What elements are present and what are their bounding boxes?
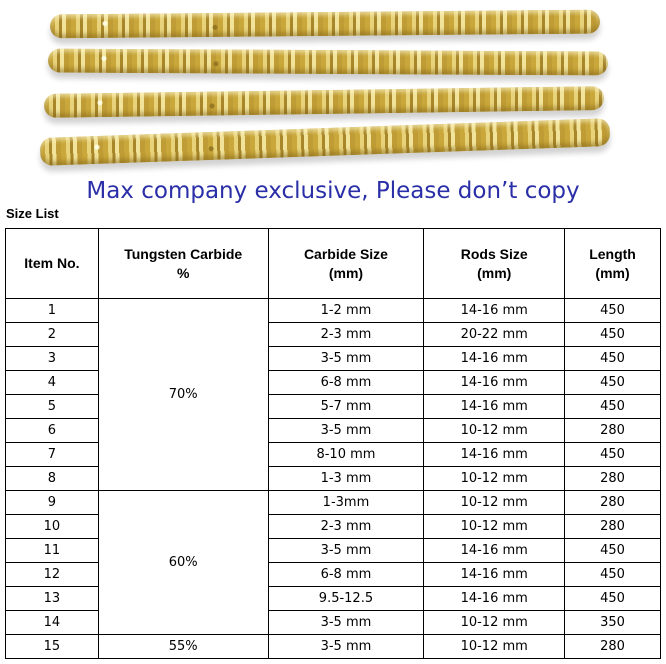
cell-carbide-size: 1-3mm (268, 491, 424, 515)
cell-tungsten-carbide-percent: 70% (98, 299, 268, 491)
cell-length: 350 (565, 611, 661, 635)
rod-image-2 (48, 49, 608, 76)
rod-image-3 (44, 86, 604, 118)
size-table (5, 228, 661, 659)
cell-length: 280 (565, 491, 661, 515)
header-rods-size-line: (mm) (477, 264, 512, 281)
header-length-line: (mm) (595, 264, 630, 281)
cell-item-no: 7 (6, 443, 99, 467)
cell-carbide-size: 5-7 mm (268, 395, 424, 419)
cell-carbide-size: 3-5 mm (268, 611, 424, 635)
cell-carbide-size: 3-5 mm (268, 539, 424, 563)
header-length (565, 229, 661, 299)
cell-item-no: 9 (6, 491, 99, 515)
cell-carbide-size: 3-5 mm (268, 635, 424, 659)
cell-rods-size: 10-12 mm (424, 635, 565, 659)
cell-rods-size: 10-12 mm (424, 491, 565, 515)
cell-carbide-size: 9.5-12.5 (268, 587, 424, 611)
cell-length: 450 (565, 299, 661, 323)
table-header-row (6, 229, 661, 299)
rod-image-1 (50, 10, 600, 39)
cell-rods-size: 14-16 mm (424, 539, 565, 563)
cell-length: 450 (565, 347, 661, 371)
rod-image-4 (40, 118, 611, 166)
cell-item-no: 2 (6, 323, 99, 347)
section-title: Size List (6, 206, 59, 221)
cell-rods-size: 14-16 mm (424, 347, 565, 371)
cell-item-no: 14 (6, 611, 99, 635)
cell-carbide-size: 3-5 mm (268, 419, 424, 443)
cell-carbide-size: 2-3 mm (268, 323, 424, 347)
cell-length: 450 (565, 323, 661, 347)
header-tungsten-carbide (98, 229, 268, 299)
header-carbide-size (268, 229, 424, 299)
header-rods-size-line: Rods Size (460, 245, 528, 262)
cell-tungsten-carbide-percent: 60% (98, 491, 268, 635)
cell-item-no: 8 (6, 467, 99, 491)
cell-item-no: 10 (6, 515, 99, 539)
header-item-no (6, 229, 99, 299)
cell-carbide-size: 6-8 mm (268, 371, 424, 395)
cell-length: 280 (565, 515, 661, 539)
cell-rods-size: 14-16 mm (424, 587, 565, 611)
cell-item-no: 13 (6, 587, 99, 611)
cell-length: 280 (565, 419, 661, 443)
table-row (6, 491, 661, 515)
cell-carbide-size: 3-5 mm (268, 347, 424, 371)
header-carbide-size-line: Carbide Size (303, 245, 388, 262)
cell-rods-size: 14-16 mm (424, 371, 565, 395)
cell-length: 450 (565, 587, 661, 611)
table-row (6, 299, 661, 323)
cell-item-no: 11 (6, 539, 99, 563)
cell-rods-size: 14-16 mm (424, 443, 565, 467)
cell-length: 450 (565, 371, 661, 395)
cell-rods-size: 14-16 mm (424, 299, 565, 323)
cell-item-no: 4 (6, 371, 99, 395)
cell-item-no: 15 (6, 635, 99, 659)
cell-rods-size: 10-12 mm (424, 611, 565, 635)
cell-rods-size: 10-12 mm (424, 467, 565, 491)
cell-length: 450 (565, 539, 661, 563)
cell-item-no: 1 (6, 299, 99, 323)
table-row (6, 635, 661, 659)
cell-length: 280 (565, 635, 661, 659)
table-body (6, 299, 661, 659)
cell-item-no: 5 (6, 395, 99, 419)
header-tungsten-carbide-line: % (176, 264, 190, 281)
cell-rods-size: 14-16 mm (424, 395, 565, 419)
cell-carbide-size: 2-3 mm (268, 515, 424, 539)
cell-rods-size: 10-12 mm (424, 419, 565, 443)
header-tungsten-carbide-line: Tungsten Carbide (124, 245, 243, 262)
cell-rods-size: 20-22 mm (424, 323, 565, 347)
cell-carbide-size: 1-3 mm (268, 467, 424, 491)
cell-carbide-size: 1-2 mm (268, 299, 424, 323)
cell-tungsten-carbide-percent: 55% (98, 635, 268, 659)
watermark-text: Max company exclusive, Please don’t copy (86, 178, 580, 204)
cell-item-no: 3 (6, 347, 99, 371)
cell-length: 450 (565, 395, 661, 419)
header-length-line: Length (589, 245, 636, 262)
header-item-no-line: Item No. (24, 255, 80, 271)
cell-length: 450 (565, 563, 661, 587)
cell-rods-size: 14-16 mm (424, 563, 565, 587)
cell-carbide-size: 6-8 mm (268, 563, 424, 587)
header-carbide-size-line: (mm) (328, 264, 364, 281)
cell-length: 280 (565, 467, 661, 491)
cell-carbide-size: 8-10 mm (268, 443, 424, 467)
header-rods-size (424, 229, 565, 299)
cell-item-no: 6 (6, 419, 99, 443)
product-photo-tungsten-carbide-rods (0, 0, 666, 176)
cell-rods-size: 10-12 mm (424, 515, 565, 539)
cell-length: 450 (565, 443, 661, 467)
cell-item-no: 12 (6, 563, 99, 587)
